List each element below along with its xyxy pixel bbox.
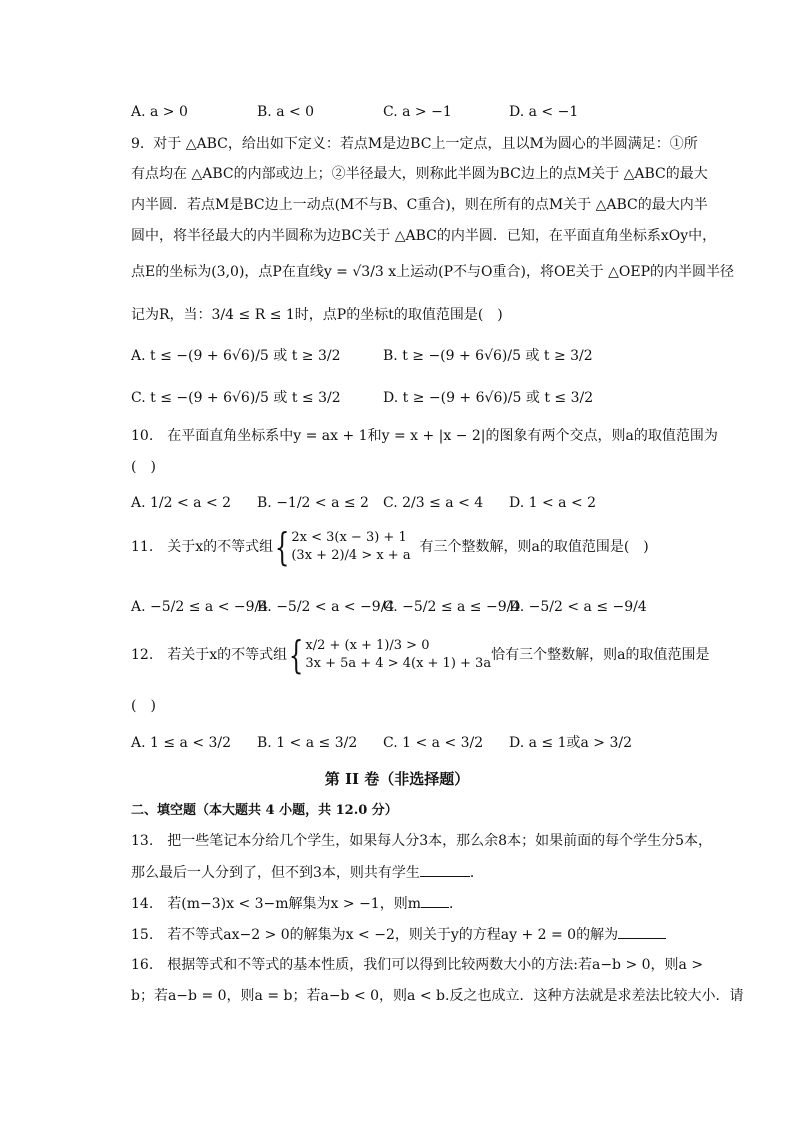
- q8-option-a: A. a > 0: [131, 104, 188, 120]
- q10-option-b: B. −1/2 < a ≤ 2: [257, 495, 369, 511]
- q13-answer-blank: [420, 862, 470, 877]
- q9-line-4: 圆中，将半径最大的内半圆称为边BC关于 △ABC的内半圆．已知，在平面直角坐标系xOy中，: [131, 228, 717, 244]
- q9-line-6: 记为R，当：3/4 ≤ R ≤ 1时，点P的坐标t的取值范围是( ): [131, 307, 503, 323]
- q10-line-1: 10. 在平面直角坐标系中y = ax + 1和y = x + |x − 2|的图象有两个交点，则a的取值范围为: [131, 428, 718, 444]
- q13-text-2: 那么最后一人分到了，但不到3本，则共有学生: [131, 865, 420, 881]
- q8-option-d: D. a < −1: [509, 104, 579, 120]
- q10-option-a: A. 1/2 < a < 2: [131, 495, 232, 511]
- q11-option-a: A. −5/2 ≤ a < −9/4: [131, 599, 269, 615]
- q14-line: 14. 若(m−3)x < 3−m解集为x > −1，则m ．: [131, 893, 463, 914]
- q12-system: [305, 637, 491, 673]
- q15-answer-blank: [618, 924, 666, 939]
- q14-text: 14. 若(m−3)x < 3−m解集为x > −1，则m: [131, 896, 421, 912]
- q12-option-d: D. a ≤ 1或a > 3/2: [509, 735, 633, 751]
- q9-option-c: C. t ≤ −(9 + 6√6)/5 或 t ≤ 3/2: [131, 390, 341, 406]
- section-2-heading: 二、填空题（本大题共 4 小题，共 12.0 分）: [131, 803, 398, 818]
- q11-option-b: B. −5/2 < a < −9/4: [257, 599, 395, 615]
- q11-line: [131, 525, 649, 569]
- q9-option-b: B. t ≥ −(9 + 6√6)/5 或 t ≥ 3/2: [383, 348, 593, 364]
- q8-option-b: B. a < 0: [257, 104, 315, 120]
- q12-option-c: C. 1 < a < 3/2: [383, 735, 484, 751]
- q12-option-b: B. 1 < a ≤ 3/2: [257, 735, 358, 751]
- q11-system: [291, 529, 410, 565]
- q9-line-3: 内半圆．若点M是BC边上一动点(M不与B、C重合)，则在所有的点M关于 △ABC的最大内半: [131, 197, 708, 213]
- q12-prefix: 12. 若关于x的不等式组: [131, 647, 288, 663]
- q15-line: [131, 924, 666, 945]
- q9-text-1: 对于 △ABC，给出如下定义：若点M是边BC上一定点，且以M为圆心的半圆满足：①所: [153, 136, 698, 152]
- q15-text: 15. 若不等式ax−2 > 0的解集为x < −2，则关于y的方程ay + 2 = 0的解为: [131, 927, 619, 943]
- q12-inequality-1: x/2 + (x + 1)/3 > 0: [305, 638, 430, 653]
- q14-answer-blank: [421, 893, 449, 908]
- q9-line-5: 点E的坐标为(3,0)，点P在直线y = √3/3 x上运动(P不与O重合)，将OE关于 △OEP的内半圆半径: [131, 264, 735, 280]
- q11-option-c: C. −5/2 ≤ a ≤ −9/4: [383, 599, 521, 615]
- q16-line-2: b；若a−b = 0，则a = b；若a−b < 0，则a < b.反之也成立．这种方法就是求差法比较大小．请: [131, 988, 744, 1004]
- q12-line-2: ( ): [131, 698, 156, 714]
- q9-number: 9.: [131, 136, 145, 152]
- q8-option-c: C. a > −1: [383, 104, 452, 120]
- q16-line-1: 16. 根据等式和不等式的基本性质，我们可以得到比较两数大小的方法:若a−b > 0，则a >: [131, 957, 704, 973]
- q9-option-a: A. t ≤ −(9 + 6√6)/5 或 t ≥ 3/2: [131, 348, 341, 364]
- q11-option-d: D. −5/2 < a ≤ −9/4: [509, 599, 647, 615]
- q13-line-2: 那么最后一人分到了，但不到3本，则共有学生 ．: [131, 862, 484, 883]
- q9-option-d: D. t ≥ −(9 + 6√6)/5 或 t ≤ 3/2: [383, 390, 594, 406]
- q11-brace: {: [275, 525, 290, 569]
- q9-line-1: [131, 134, 698, 154]
- q12-suffix: 恰有三个整数解，则a的取值范围是: [491, 647, 710, 663]
- q10-option-c: C. 2/3 ≤ a < 4: [383, 495, 484, 511]
- q13-line-1: 13. 把一些笔记本分给几个学生，如果每人分3本，那么余8本；如果前面的每个学生分5本，: [131, 833, 712, 849]
- q11-inequality-1: 2x < 3(x − 3) + 1: [291, 530, 407, 545]
- q12-option-a: A. 1 ≤ a < 3/2: [131, 735, 232, 751]
- q12-brace: {: [289, 633, 304, 677]
- q12-inequality-2: 3x + 5a + 4 > 4(x + 1) + 3a: [305, 656, 492, 671]
- q10-line-2: ( ): [131, 459, 156, 475]
- q11-prefix: 11. 关于x的不等式组: [131, 539, 274, 555]
- q11-suffix: 有三个整数解，则a的取值范围是( ): [419, 539, 649, 555]
- q12-line-1: [131, 633, 710, 677]
- q11-inequality-2: (3x + 2)/4 > x + a: [291, 548, 411, 563]
- q9-line-2: 有点均在 △ABC的内部或边上；②半径最大，则称此半圆为BC边上的点M关于 △ABC的最大: [131, 166, 708, 182]
- part2-title: 第 II 卷（非选择题）: [324, 770, 470, 788]
- q10-option-d: D. 1 < a < 2: [509, 495, 597, 511]
